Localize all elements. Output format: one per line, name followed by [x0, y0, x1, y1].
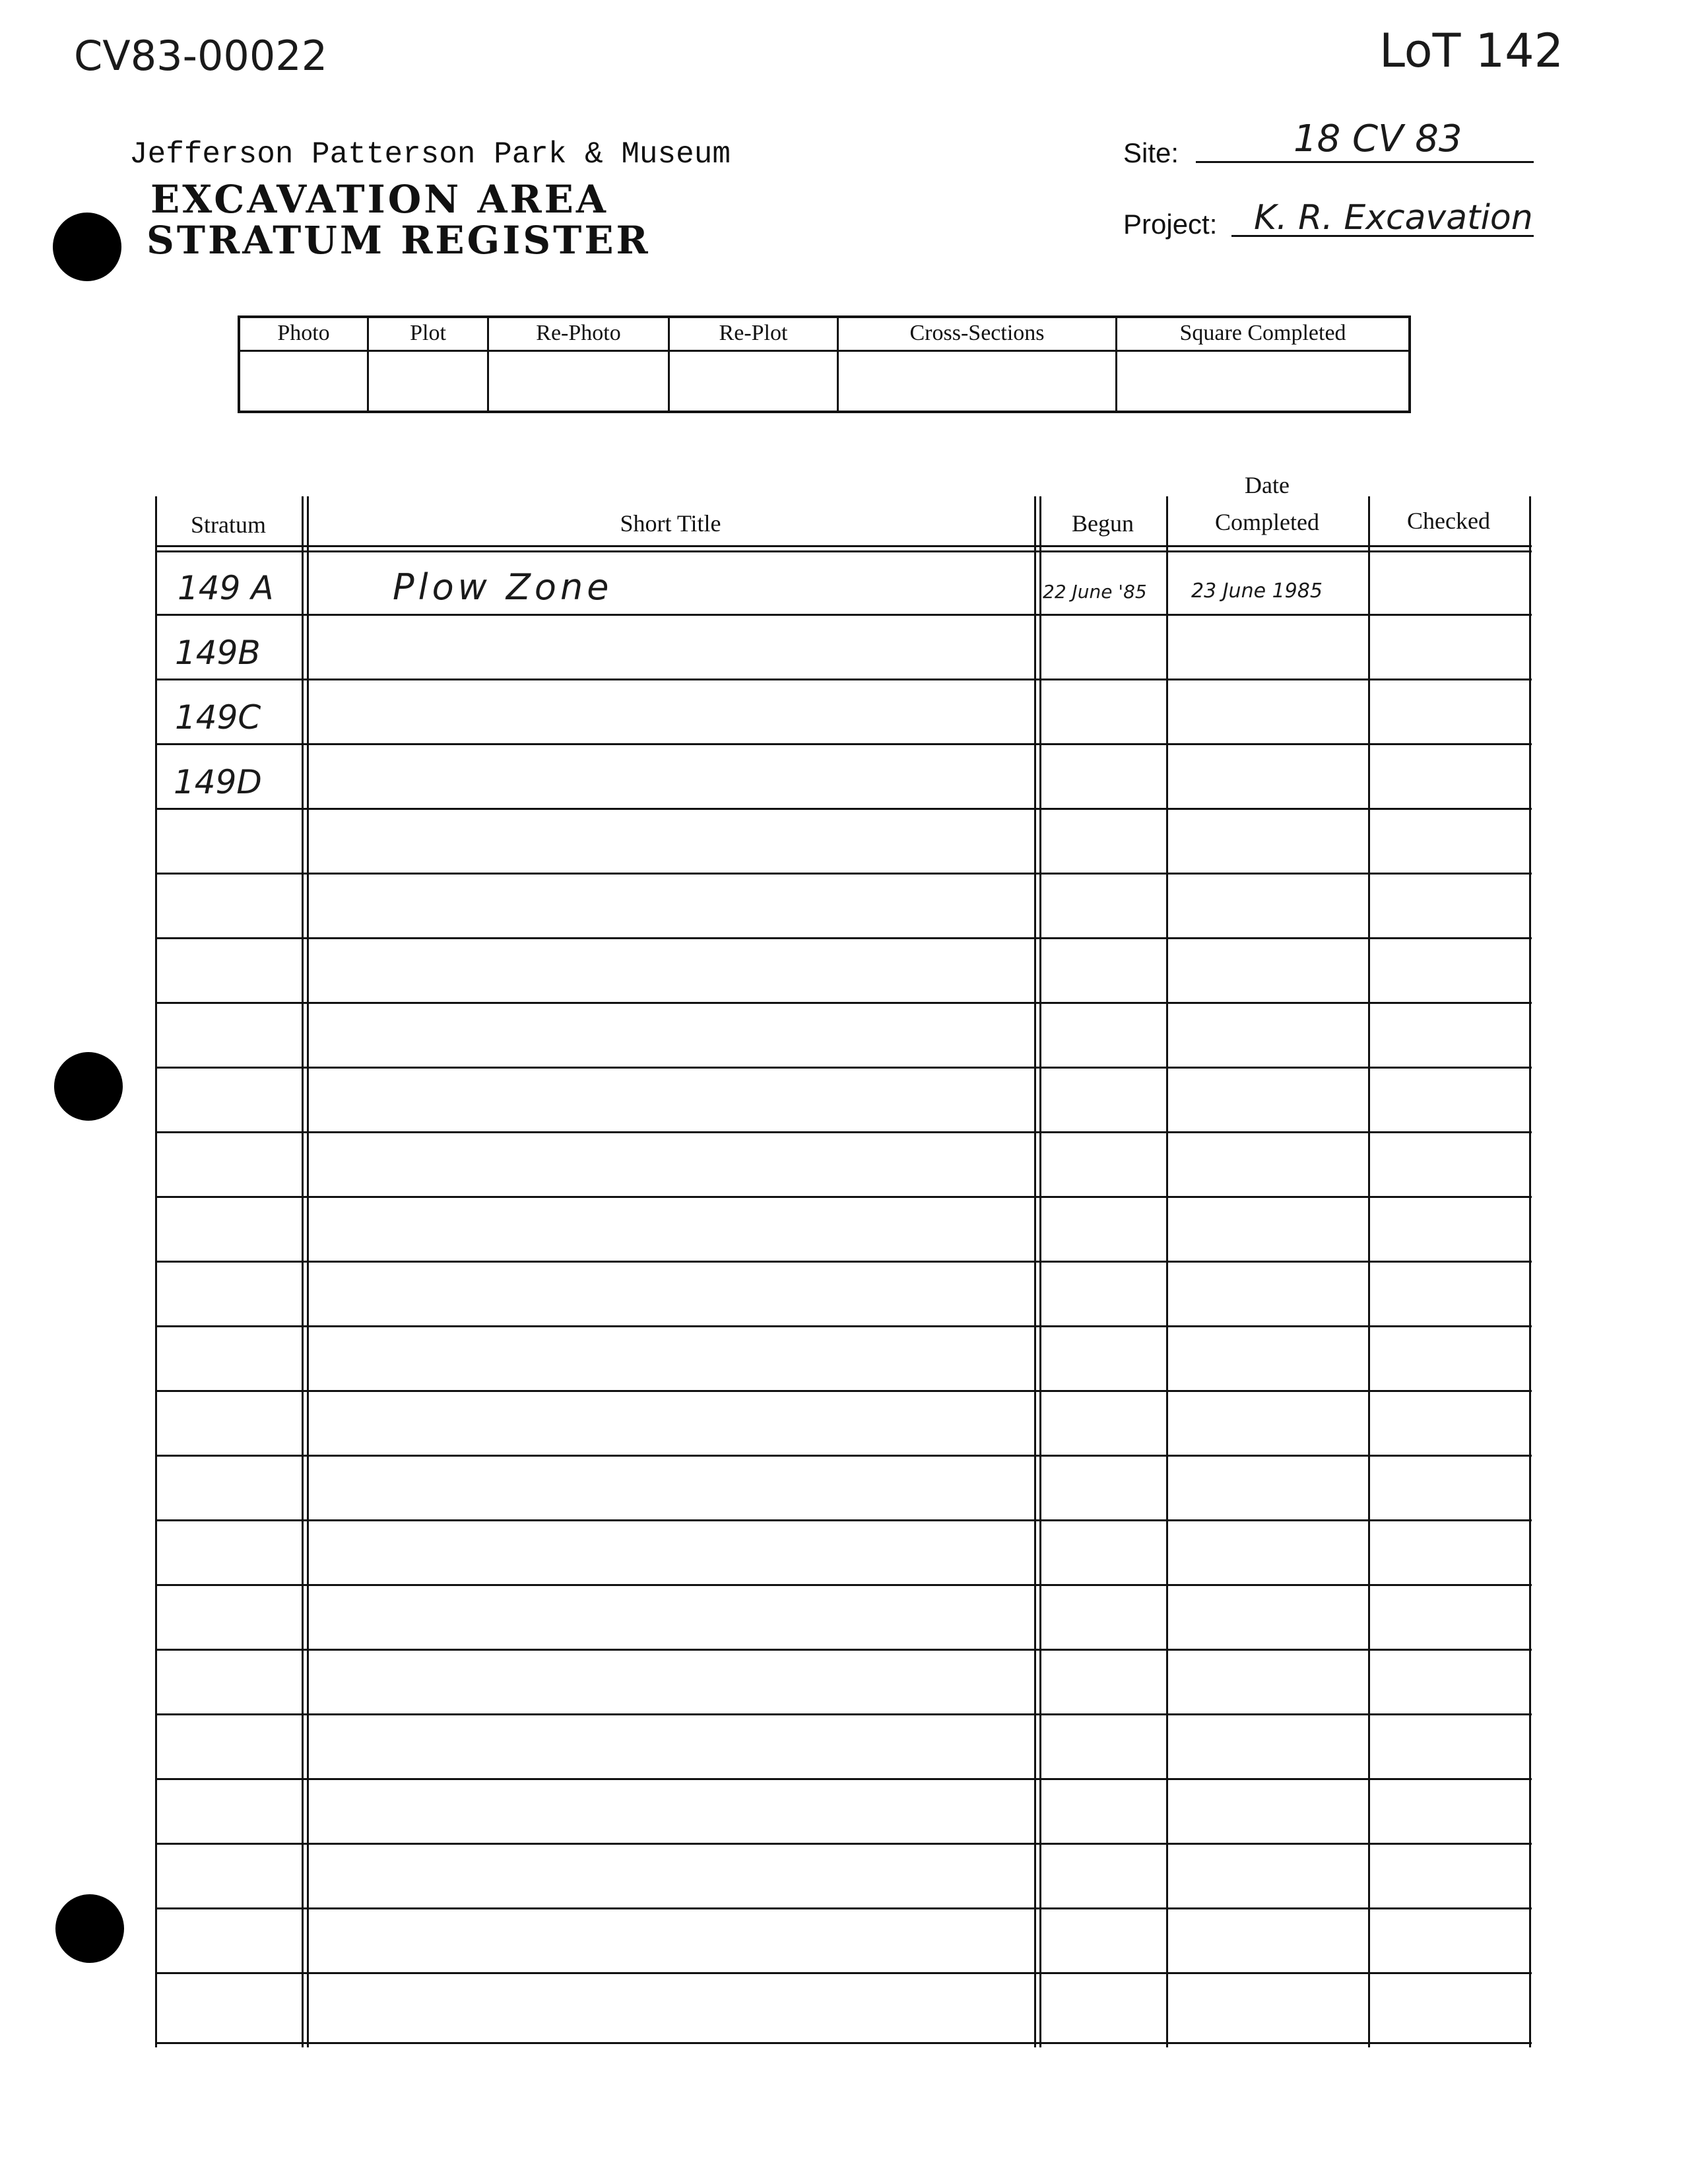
project-label: Project: — [1123, 209, 1218, 240]
punch-hole-bottom — [55, 1894, 124, 1963]
row-rule — [155, 1649, 1532, 1651]
row-rule — [155, 1261, 1532, 1263]
register-bottom-border — [155, 2042, 1532, 2044]
checklist-header-square-completed: Square Completed — [1179, 321, 1346, 345]
register-header-rule — [155, 545, 1532, 547]
begun-header: Begun — [1072, 510, 1134, 537]
row4-stratum: 149D — [174, 763, 262, 801]
row-rule — [155, 1519, 1532, 1521]
register-stratum-divider-b — [307, 496, 309, 2047]
row-rule — [155, 1131, 1532, 1133]
row-rule — [155, 937, 1532, 939]
checklist-header-replot: Re-Plot — [719, 321, 788, 345]
document-id: CV83-00022 — [74, 32, 328, 80]
register-title-divider-b — [1039, 496, 1041, 2047]
site-label: Site: — [1123, 137, 1179, 168]
row-rule — [155, 1325, 1532, 1327]
row-rule — [155, 1907, 1532, 1909]
short-title-header: Short Title — [620, 510, 721, 537]
checklist-col-cross-sections — [839, 318, 1117, 411]
row-rule — [155, 1390, 1532, 1392]
register-title-divider-a — [1034, 496, 1036, 2047]
site-underline — [1196, 161, 1534, 163]
completed-header: Completed — [1215, 509, 1319, 535]
row3-stratum: 149C — [175, 698, 261, 737]
institution-name: Jefferson Patterson Park & Museum — [129, 137, 731, 172]
row-rule — [155, 808, 1532, 810]
row1-completed-date: 23 June 1985 — [1191, 579, 1323, 603]
row-rule — [155, 1584, 1532, 1586]
row1-stratum: 149 A — [178, 569, 274, 607]
checklist-col-replot — [670, 318, 839, 411]
stratum-register-table — [155, 472, 1532, 2047]
row-rule — [155, 1843, 1532, 1845]
checklist-col-rephoto — [489, 318, 670, 411]
row1-short-title: Plow Zone — [393, 566, 613, 608]
row-rule — [155, 614, 1532, 616]
row-rule — [155, 1002, 1532, 1004]
checklist-header-cross-sections: Cross-Sections — [909, 321, 1045, 345]
site-value: 18 CV 83 — [1293, 117, 1462, 160]
checklist-col-plot — [369, 318, 489, 411]
register-completed-divider — [1368, 496, 1370, 2047]
row-rule — [155, 743, 1532, 745]
form-title-line2: STRATUM REGISTER — [147, 218, 651, 263]
row-rule — [155, 1713, 1532, 1715]
register-begun-divider — [1166, 496, 1168, 2047]
checklist-header-photo: Photo — [277, 321, 330, 345]
register-stratum-divider-a — [302, 496, 304, 2047]
checklist-col-photo — [240, 318, 369, 411]
checklist-col-square-completed — [1117, 318, 1408, 411]
project-value: K. R. Excavation — [1254, 198, 1533, 238]
row-rule — [155, 1455, 1532, 1457]
row-rule — [155, 1972, 1532, 1974]
punch-hole-top — [53, 213, 121, 281]
row-rule — [155, 1196, 1532, 1198]
date-group-header: Date — [1245, 472, 1290, 498]
register-header-rule-2 — [155, 550, 1532, 552]
checked-header: Checked — [1407, 508, 1490, 534]
row-rule — [155, 678, 1532, 680]
lot-number: LoT 142 — [1379, 24, 1564, 78]
stratum-header: Stratum — [191, 512, 266, 538]
form-title-line1: EXCAVATION AREA — [150, 177, 608, 222]
register-right-border — [1529, 496, 1531, 2047]
row-rule — [155, 873, 1532, 875]
register-left-border — [155, 496, 157, 2047]
checklist-header-rephoto: Re-Photo — [536, 321, 621, 345]
row-rule — [155, 1778, 1532, 1780]
checklist-table — [238, 315, 1411, 413]
checklist-header-plot: Plot — [410, 321, 446, 345]
row2-stratum: 149B — [175, 634, 261, 672]
row1-begun-date: 22 June '85 — [1043, 581, 1147, 603]
row-rule — [155, 1067, 1532, 1069]
punch-hole-middle — [54, 1052, 123, 1121]
